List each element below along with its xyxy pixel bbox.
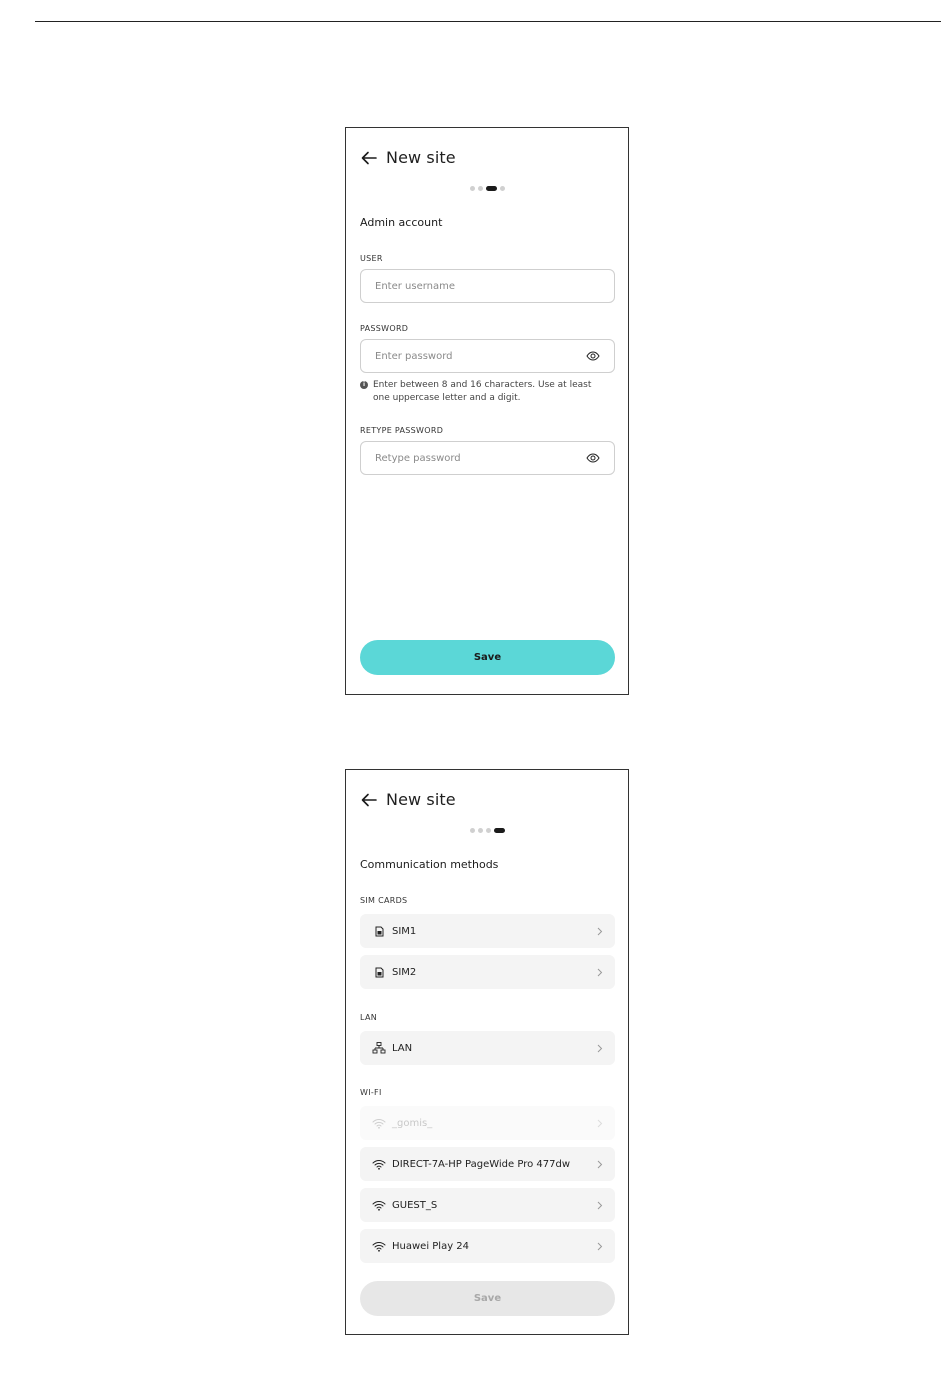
wifi-label: WI-FI	[360, 1088, 382, 1097]
retype-password-label: RETYPE PASSWORD	[360, 426, 444, 435]
chevron-right-icon	[597, 1119, 603, 1128]
password-label: PASSWORD	[360, 324, 409, 333]
back-arrow-icon[interactable]	[360, 791, 378, 809]
wifi-icon	[372, 1199, 386, 1211]
chevron-right-icon	[597, 968, 603, 977]
step-dot	[486, 828, 491, 833]
info-icon: i	[360, 381, 368, 389]
page-title: New site	[386, 790, 456, 809]
chevron-right-icon	[597, 1044, 603, 1053]
step-dot	[478, 186, 483, 191]
password-input[interactable]	[360, 339, 615, 373]
retype-password-input[interactable]	[360, 441, 615, 475]
back-arrow-icon[interactable]	[360, 149, 378, 167]
wifi-item-disabled	[360, 1106, 615, 1140]
chevron-right-icon	[597, 927, 603, 936]
screen-header	[360, 148, 456, 167]
chevron-right-icon	[597, 1242, 603, 1251]
user-label: USER	[360, 254, 383, 263]
sim-card-icon	[372, 925, 386, 937]
password-hint	[360, 379, 610, 405]
sim-label: SIM2	[392, 966, 417, 978]
wifi-item[interactable]	[360, 1229, 615, 1263]
wifi-icon	[372, 1117, 386, 1129]
lan-item-label: LAN	[392, 1042, 413, 1054]
communication-methods-screen	[345, 769, 629, 1335]
sim-label: SIM1	[392, 925, 417, 937]
sim-cards-label: SIM CARDS	[360, 896, 408, 905]
sim-card-icon	[372, 966, 386, 978]
wifi-network-label: DIRECT-7A-HP PageWide Pro 477dw	[392, 1158, 571, 1170]
chevron-right-icon	[597, 1201, 603, 1210]
retype-password-placeholder: Retype password	[375, 452, 461, 464]
wifi-network-label: Huawei Play 24	[392, 1240, 470, 1252]
lan-icon	[372, 1042, 386, 1054]
step-indicator	[346, 186, 628, 191]
wifi-item[interactable]	[360, 1147, 615, 1181]
step-dot	[470, 186, 475, 191]
sim-item[interactable]	[360, 914, 615, 948]
eye-icon[interactable]	[586, 351, 600, 361]
wifi-network-label: GUEST_S	[392, 1199, 438, 1211]
step-indicator	[346, 828, 628, 833]
chevron-right-icon	[597, 1160, 603, 1169]
password-placeholder: Enter password	[375, 350, 453, 362]
step-dot-active	[494, 828, 505, 833]
screen-header	[360, 790, 456, 809]
username-placeholder: Enter username	[375, 280, 456, 292]
username-input[interactable]	[360, 269, 615, 303]
step-dot-active	[486, 186, 497, 191]
save-button[interactable]: Save	[360, 640, 615, 675]
password-hint-text: Enter between 8 and 16 characters. Use at least one uppercase letter and a digit.	[373, 380, 592, 403]
save-button-disabled[interactable]: Save	[360, 1281, 615, 1316]
step-dot	[478, 828, 483, 833]
page-title: New site	[386, 148, 456, 167]
eye-icon[interactable]	[586, 453, 600, 463]
sim-item[interactable]	[360, 955, 615, 989]
top-rule	[35, 21, 941, 22]
lan-item[interactable]	[360, 1031, 615, 1065]
wifi-icon	[372, 1158, 386, 1170]
wifi-network-label: _gomis_	[392, 1117, 433, 1129]
step-dot	[500, 186, 505, 191]
section-title: Admin account	[360, 216, 443, 229]
admin-account-screen	[345, 127, 629, 695]
section-title: Communication methods	[360, 858, 499, 871]
lan-label: LAN	[360, 1013, 377, 1022]
step-dot	[470, 828, 475, 833]
wifi-icon	[372, 1240, 386, 1252]
wifi-item[interactable]	[360, 1188, 615, 1222]
